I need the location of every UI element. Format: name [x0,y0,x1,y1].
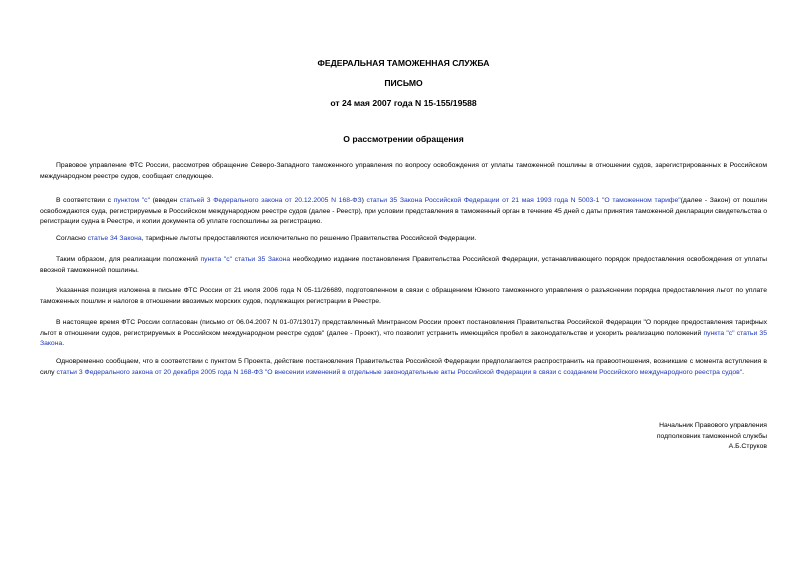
paragraph-3-text-0: Согласно [56,235,88,242]
document-type: ПИСЬМО [384,78,423,88]
paragraph-7-text-1: . [742,368,745,376]
paragraph-2 [40,196,767,228]
link-article-34-law[interactable]: статье 34 Закона [87,235,142,242]
signature-block [657,421,767,453]
link-article-3-law-168-fz[interactable]: статьи 3 Федерального закона от 20 декабря 2005 года N 168-ФЗ "О внесении изменений в отдельные законодательные акты Российской Федерации в связи с созданием Российского международного реестра судов" [56,368,743,376]
paragraph-2-text-1: (введен [149,197,180,204]
paragraph-3-text-1: , тарифные льготы предоставляются исключительно по решению Правительства Российской Федерации. [141,235,477,242]
paragraph-6 [40,318,767,350]
paragraph-4-text-0: Таким образом, для реализации положений [56,256,201,263]
document-date-number: от 24 мая 2007 года N 15-155/19588 [330,98,477,108]
paragraph-6-text-1: . [62,340,65,347]
link-punkt-c[interactable]: пунктом "с" [113,197,150,204]
link-punkt-c-article-35-second[interactable]: пункта "с" статьи 35 Закона [40,329,767,347]
paragraph-6-text-0: В настоящее время ФТС России согласован (письмо от 06.04.2007 N 01-07/13017) представленный Минтрансом России проект постановления Правительства Российской Федерации "О порядке предоставления тарифных льгот в отношении судов, регистрируемых в Российском международном реестре судов" (далее - Проект), что позволит устранить имеющийся пробел в законодательстве и ускорить реализацию положений [40,319,767,337]
paragraph-7 [40,357,767,378]
paragraph-1: Правовое управление ФТС России, рассмотрев обращение Северо-Западного таможенного управления по вопросу освобождения от уплаты таможенной пошлины в отношении судов, зарегистрированных в Российском международном реестре судов, сообщает следующее. [40,162,767,180]
paragraph-4 [40,255,767,276]
document-subject: О рассмотрении обращения [343,134,464,144]
paragraph-2-text-2: ) [361,197,367,204]
paragraph-2-text-0: В соответствии с [56,197,114,204]
paragraph-5: Указанная позиция изложена в письме ФТС России от 21 июля 2006 года N 05-11/26689, подготовленном в связи с обращением Южного таможенного управления о разъяснении порядка предоставления льгот по уплате таможенных пошлин и налогов в отношении ввозимых морских судов, подлежащих регистрации в Реестре. [40,287,767,305]
agency-title: ФЕДЕРАЛЬНАЯ ТАМОЖЕННАЯ СЛУЖБА [317,58,490,68]
paragraph-4-text-1: необходимо издание постановления Правительства Российской Федерации, устанавливающего порядок предоставления освобождения от уплаты ввозной таможенной пошлины. [40,256,767,274]
signature-position: Начальник Правового управления [659,422,767,429]
signature-name: А.Б.Струков [728,443,767,450]
paragraph-3 [40,234,767,245]
link-article-35-customs-tariff-law[interactable]: статьи 35 Закона Российской Федерации от 21 мая 1993 года N 5003-1 "О таможенном тарифе" [366,197,681,204]
paragraph-2-text-3: (далее - Закон) от пошлин освобождаются суда, регистрируемые в Российском международном реестре судов (далее - Реестр), при условии представления в таможенный орган в течение 45 дней с даты принятия таможенной декларации свидетельства о регистрации судна в Реестре, и копии документа об уплате госпошлины за регистрацию. [40,197,767,225]
link-article-3-law-168[interactable]: статьей 3 Федерального закона от 20.12.2005 N 168-ФЗ [179,197,362,204]
signature-rank: подполковник таможенной службы [656,432,767,440]
paragraph-7-text-0: Одновременно сообщаем, что в соответствии с пунктом 5 Проекта, действие постановления Правительства Российской Федерации предполагается распространить на правоотношения, возникшие с момента вступления в силу [40,358,767,376]
link-punkt-c-article-35[interactable]: пункта "с" статьи 35 Закона [200,256,291,263]
